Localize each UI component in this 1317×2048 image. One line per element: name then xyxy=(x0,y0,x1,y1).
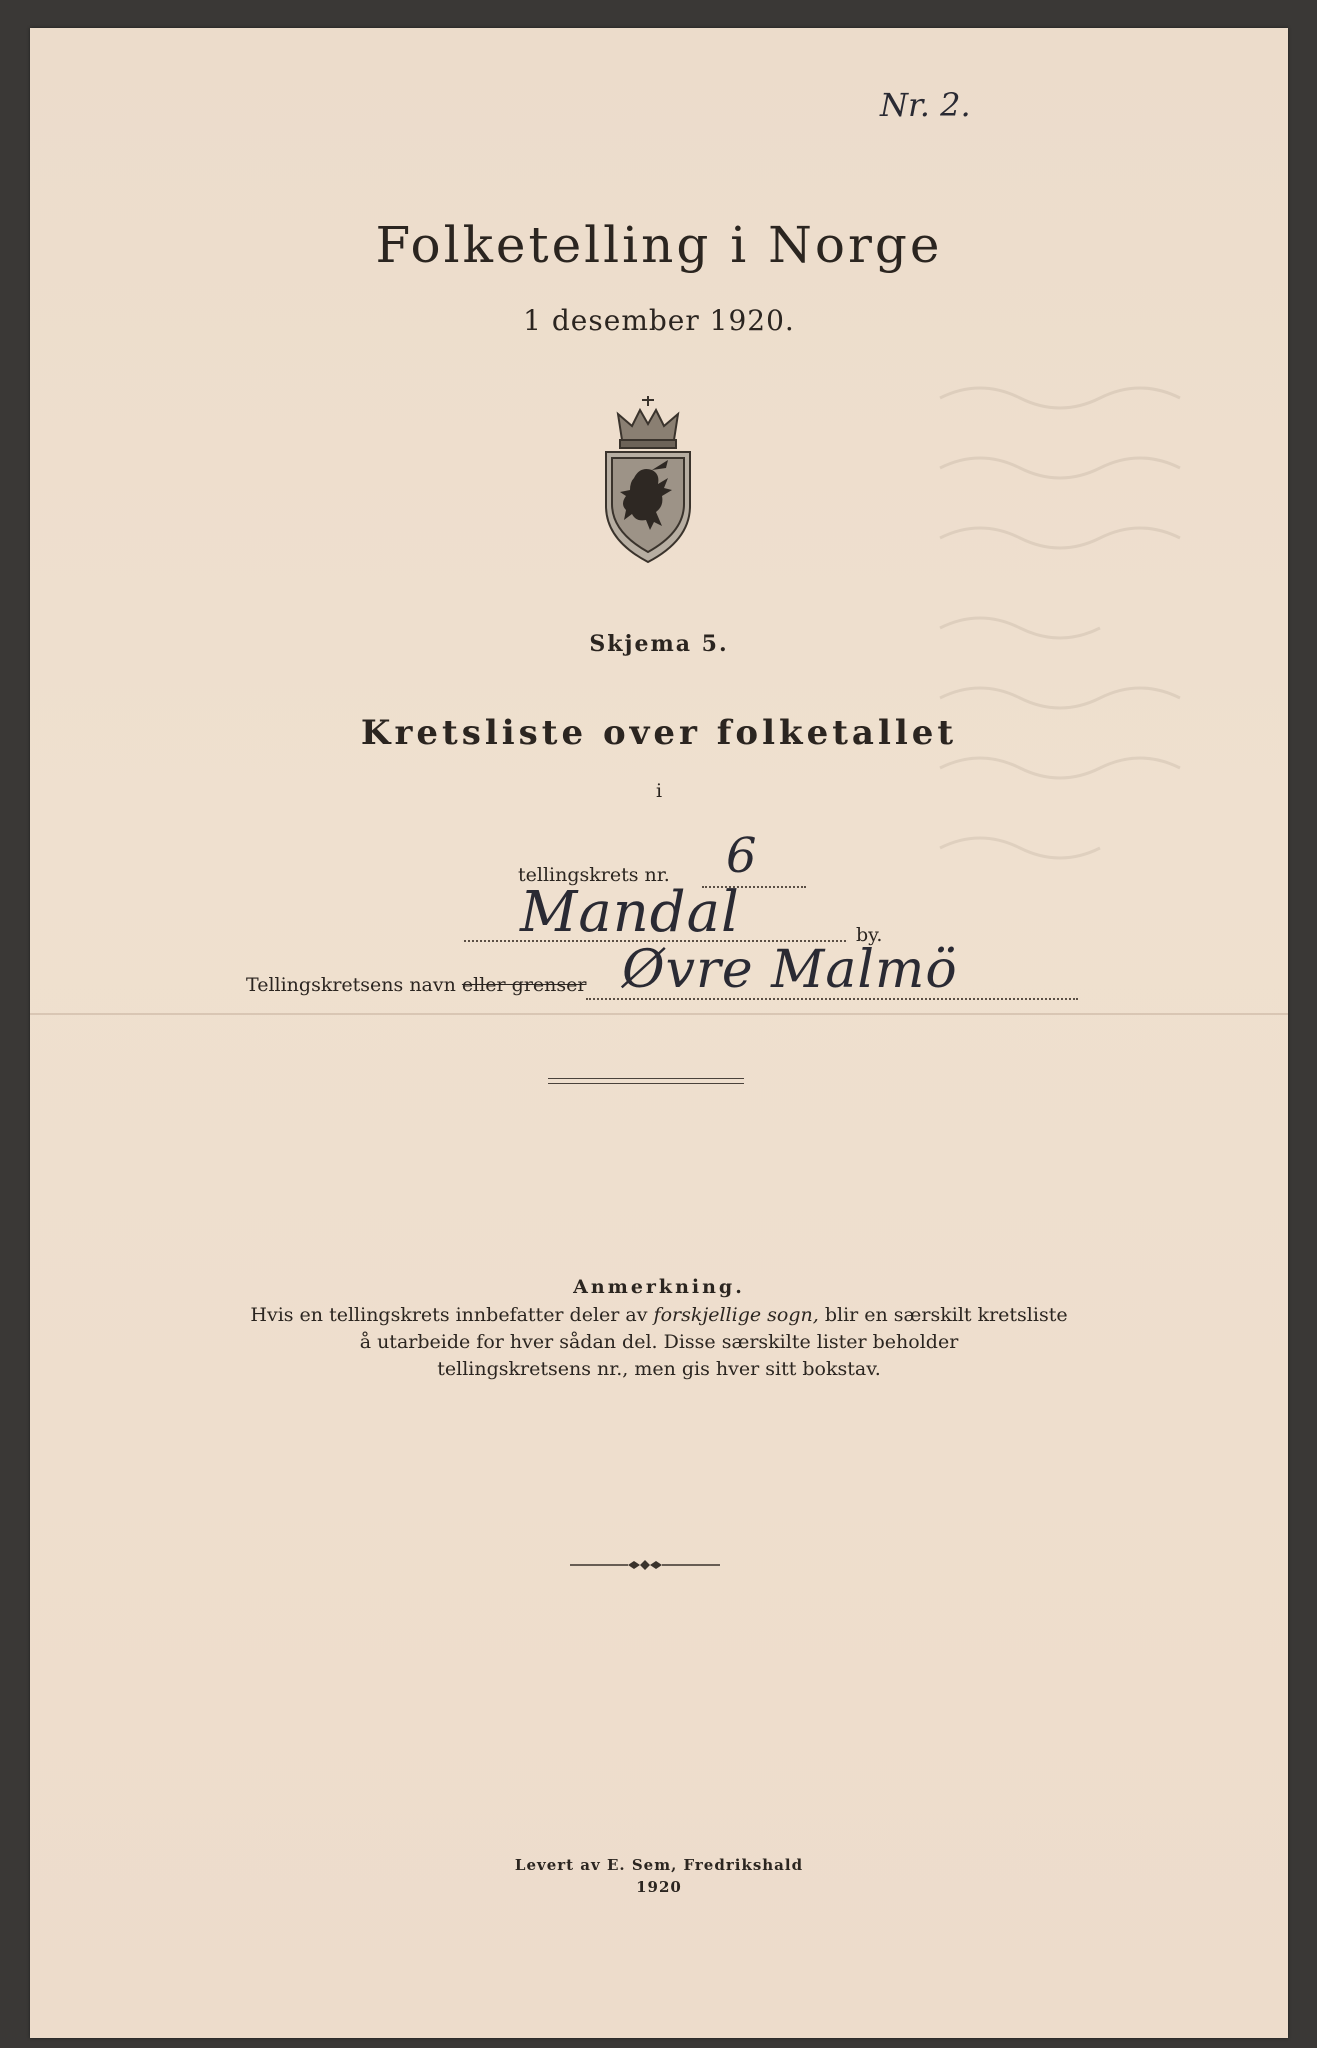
town-value: Mandal xyxy=(520,880,740,945)
note-line-3: tellingskretsens nr., men gis hver sitt bokstav. xyxy=(437,1358,881,1380)
ornament-divider-icon xyxy=(570,1558,720,1572)
town-suffix: by. xyxy=(856,924,883,946)
census-date: 1 desember 1920. xyxy=(523,304,795,337)
district-name-value: Øvre Malmö xyxy=(622,940,958,1000)
connector-word: i xyxy=(655,780,663,802)
note-line-1 xyxy=(30,1304,1288,1326)
note-line-1-end: blir en særskilt kretsliste xyxy=(824,1304,1068,1326)
note-line-1-emphasis: forskjellige sogn, xyxy=(653,1304,819,1326)
double-rule-divider xyxy=(548,1078,744,1084)
district-number-label: tellingskrets nr. xyxy=(518,864,670,886)
handwritten-number: Nr. 2. xyxy=(880,86,971,124)
page-fold-line xyxy=(30,1013,1288,1015)
note-line-1-start: Hvis en tellingskrets innbefatter deler av xyxy=(250,1304,648,1326)
district-name-label-text: Tellingskretsens navn xyxy=(246,974,456,996)
page-title: Folketelling i Norge xyxy=(375,216,943,274)
struck-text: eller grenser xyxy=(461,974,587,996)
coat-of-arms-icon xyxy=(600,396,696,564)
census-form-page xyxy=(30,28,1288,2038)
form-heading: Kretsliste over folketallet xyxy=(360,713,958,753)
note-line-2: å utarbeide for hver sådan del. Disse særskilte lister beholder xyxy=(359,1331,959,1353)
district-name-label xyxy=(246,974,586,996)
district-number-value: 6 xyxy=(726,828,757,884)
printer-credit: Levert av E. Sem, Fredrikshald xyxy=(514,1856,804,1874)
printer-year: 1920 xyxy=(636,1878,682,1896)
schema-number: Skjema 5. xyxy=(589,631,729,657)
note-heading: Anmerkning. xyxy=(573,1276,745,1298)
